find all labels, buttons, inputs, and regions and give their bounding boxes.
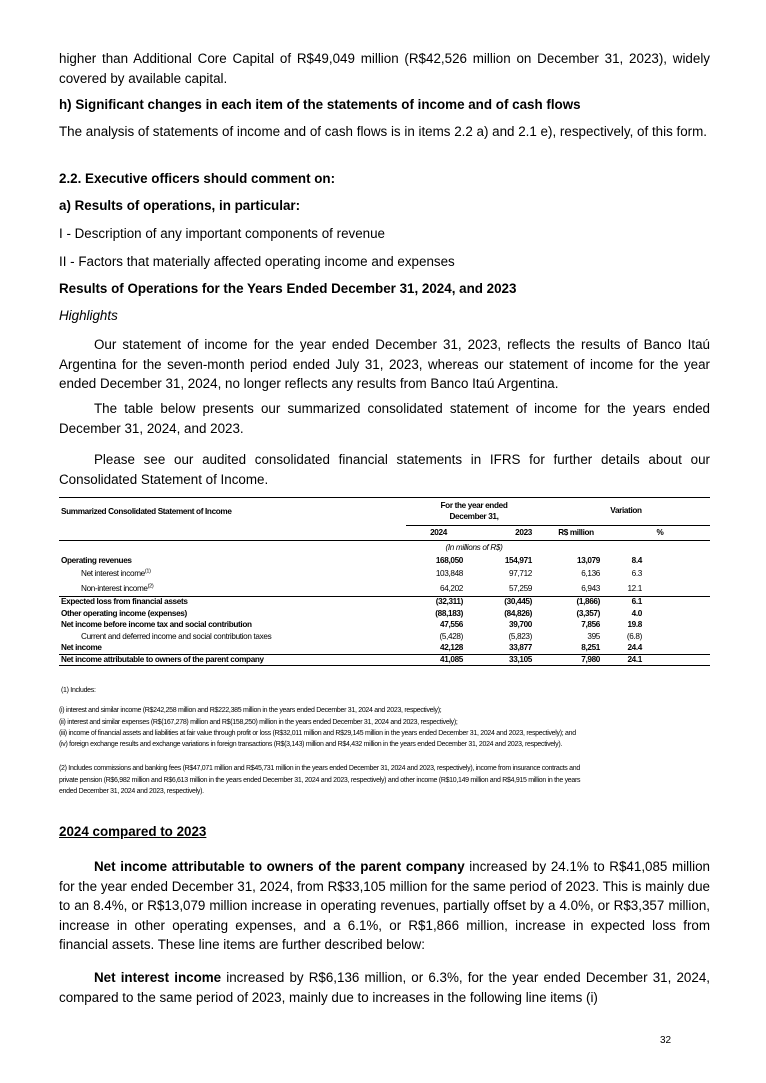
- value-2024: 47,556: [440, 620, 463, 630]
- variation-pct: 19.8: [627, 620, 642, 630]
- variation-pct: (6.8): [626, 631, 642, 641]
- variation-value: 13,079: [577, 555, 600, 565]
- variation-value: 7,856: [581, 620, 600, 630]
- value-2024: (5,428): [439, 631, 463, 641]
- table-row: [59, 620, 710, 632]
- comparison-paragraph-1: [59, 857, 710, 955]
- col-header-rs-million: R$ million: [542, 526, 610, 541]
- note-2-line2: private pension (R$6,982 million and R$6,613 million in the years ended December 31, 2024 and 2023, respectively) and other income (R$10,149 million and R$4,915 million in the years: [59, 776, 581, 784]
- value-2024: 103,848: [435, 568, 463, 578]
- variation-pct: 4.0: [631, 608, 642, 618]
- section-a-heading: a) Results of operations, in particular:: [59, 198, 301, 213]
- value-2023: 33,877: [471, 643, 542, 655]
- comparison-p1-bold: Net income attributable to owners of the parent company: [94, 859, 465, 874]
- row-label: Net income before income tax and social contribution: [61, 620, 252, 630]
- variation-value: 8,251: [542, 643, 610, 655]
- row-label: Non-interest income$^{(2)}$: [59, 582, 406, 597]
- table-row: [59, 608, 710, 620]
- row-label: Current and deferred income and social contribution taxes: [81, 631, 272, 641]
- variation-pct: 12.1: [610, 582, 660, 597]
- value-2024: (88,183): [435, 608, 463, 618]
- table-row: [59, 654, 710, 666]
- comparison-heading: 2024 compared to 2023: [59, 824, 207, 839]
- value-2024: 64,202: [406, 582, 471, 597]
- intro-paragraph-2: The analysis of statements of income and of cash flows is in items 2.2 a) and 2.1 e), respectively, of this form.: [59, 124, 708, 139]
- variation-pct: 8.4: [631, 555, 642, 565]
- income-statement-table: [59, 497, 710, 666]
- variation-value: (3,357): [576, 608, 600, 618]
- highlights-label: Highlights: [59, 308, 118, 323]
- col-header-pct: %: [610, 526, 710, 541]
- period-header-line1: For the year ended: [406, 498, 542, 512]
- item-i: I - Description of any important components of revenue: [59, 226, 386, 241]
- variation-pct: 6.1: [631, 597, 642, 607]
- value-2023: 57,259: [471, 582, 542, 597]
- period-header-line2: December 31,: [449, 511, 499, 521]
- row-label: Net interest income$^{(1)}$: [81, 568, 151, 578]
- section-h-heading: h) Significant changes in each item of the statements of income and of cash flows: [59, 97, 581, 112]
- table-row: [59, 582, 710, 597]
- value-2024: (32,311): [435, 597, 463, 607]
- variation-value: (1,866): [576, 597, 600, 607]
- variation-header: Variation: [542, 498, 710, 526]
- table-footnotes: [59, 685, 710, 797]
- variation-value: 395: [587, 631, 600, 641]
- note-1-i: (i) interest and similar income (R$242,258 million and R$222,385 million in the years ended December 31, 2024 and 2023, respectively);: [59, 707, 442, 715]
- comparison-p1-rest: increased by 24.1% to R$41,085 million for the year ended December 31, 2024, from R$33,105 million for the same period of 2023. This is mainly due to an 8.4%, or R$13,079 million increase in operating revenues, partially offset by a 4.0%, or R$3,357 million, increase in other operating expenses, and a 6.1%, or R$1,866 million, increase in expected loss from financial assets. These line items are further described below:: [59, 859, 710, 952]
- value-2023: 97,712: [509, 568, 532, 578]
- table-row: [59, 631, 710, 643]
- intro-paragraph-4: The table below presents our summarized consolidated statement of income for the years ended December 31, 2024, and 2023.: [59, 401, 710, 436]
- variation-pct: 24.1: [610, 654, 660, 666]
- variation-value: 6,943: [542, 582, 610, 597]
- footnote-ref: (2): [147, 582, 154, 589]
- variation-pct: 24.4: [610, 643, 660, 655]
- value-2023: (84,826): [504, 608, 532, 618]
- footnote-ref: (1): [144, 568, 151, 575]
- value-2023: 33,105: [471, 654, 542, 666]
- intro-paragraph-3: Our statement of income for the year ended December 31, 2023, reflects the results of Banco Itaú Argentina for the seven-month period ended July 31, 2023, whereas our statement of income for the year ended December 31, 2024, no longer reflects any results from Banco Itaú Argentina.: [59, 337, 710, 391]
- value-2023: 154,971: [504, 555, 532, 565]
- value-2024: 168,050: [435, 555, 463, 565]
- item-ii: II - Factors that materially affected operating income and expenses: [59, 254, 455, 269]
- value-2024: 42,128: [406, 643, 471, 655]
- value-2023: 39,700: [509, 620, 532, 630]
- note-1-title: (1) Includes:: [61, 687, 96, 694]
- variation-value: 7,980: [542, 654, 610, 666]
- row-label: Operating revenues: [61, 555, 132, 565]
- page-number: 32: [660, 1035, 672, 1046]
- col-header-2024: 2024: [406, 526, 471, 541]
- intro-paragraph-5: Please see our audited consolidated financial statements in IFRS for further details about our Consolidated Statement of Income.: [59, 452, 710, 487]
- intro-paragraph-1: higher than Additional Core Capital of R$49,049 million (R$42,526 million on December 31, 2023), widely covered by available capital.: [59, 51, 710, 86]
- variation-pct: 6.3: [631, 568, 642, 578]
- comparison-p2-bold: Net interest income: [94, 970, 222, 985]
- table-title: Summarized Consolidated Statement of Income: [59, 498, 406, 526]
- note-1-iv: (iv) foreign exchange results and exchange variations in foreign transactions (R$(3,143) million and R$4,432 million in the years ended December 31, 2024 and 2023, respectively).: [59, 741, 563, 749]
- comparison-p2-rest: increased by R$6,136 million, or 6.3%, for the year ended December 31, 2024, compared to the same period of 2023, mainly due to increases in the following line items (i): [59, 970, 710, 1005]
- value-2023: (5,823): [508, 631, 532, 641]
- note-1-ii: (ii) interest and similar expenses (R$(167,278) million and R$(158,250) million in the years ended December 31, 2024 and 2023, respectively);: [59, 718, 458, 726]
- col-header-2023: 2023: [471, 526, 542, 541]
- table-row: [59, 567, 710, 582]
- value-2023: (30,445): [504, 597, 532, 607]
- note-2-line1: (2) Includes commissions and banking fees (R$47,071 million and R$45,731 million in the years ended December 31, 2024 and 2023, respectively), income from insurance contracts and: [59, 765, 580, 773]
- table-row: [59, 555, 710, 567]
- row-label: Other operating income (expenses): [61, 608, 187, 618]
- results-heading: Results of Operations for the Years Ended December 31, 2024, and 2023: [59, 281, 517, 296]
- row-label: Net income: [59, 643, 406, 655]
- table-row: [59, 643, 710, 655]
- value-2024: 41,085: [406, 654, 471, 666]
- variation-value: 6,136: [581, 568, 600, 578]
- note-1-iii: (iii) income of financial assets and liabilities at fair value through profit or loss (R$32,011 million and R$29,145 million in the years ended December 31, 2024 and 2023, respectively); and: [59, 729, 576, 737]
- row-label: Expected loss from financial assets: [61, 597, 188, 607]
- comparison-paragraph-2: [59, 968, 710, 1007]
- note-2-line3: ended December 31, 2024 and 2023, respectively).: [59, 788, 204, 796]
- units-note: (In millions of R$): [445, 542, 503, 552]
- section-2-2-heading: 2.2. Executive officers should comment on:: [59, 171, 336, 186]
- row-label: Net income attributable to owners of the parent company: [59, 654, 406, 666]
- table-row: [59, 597, 710, 609]
